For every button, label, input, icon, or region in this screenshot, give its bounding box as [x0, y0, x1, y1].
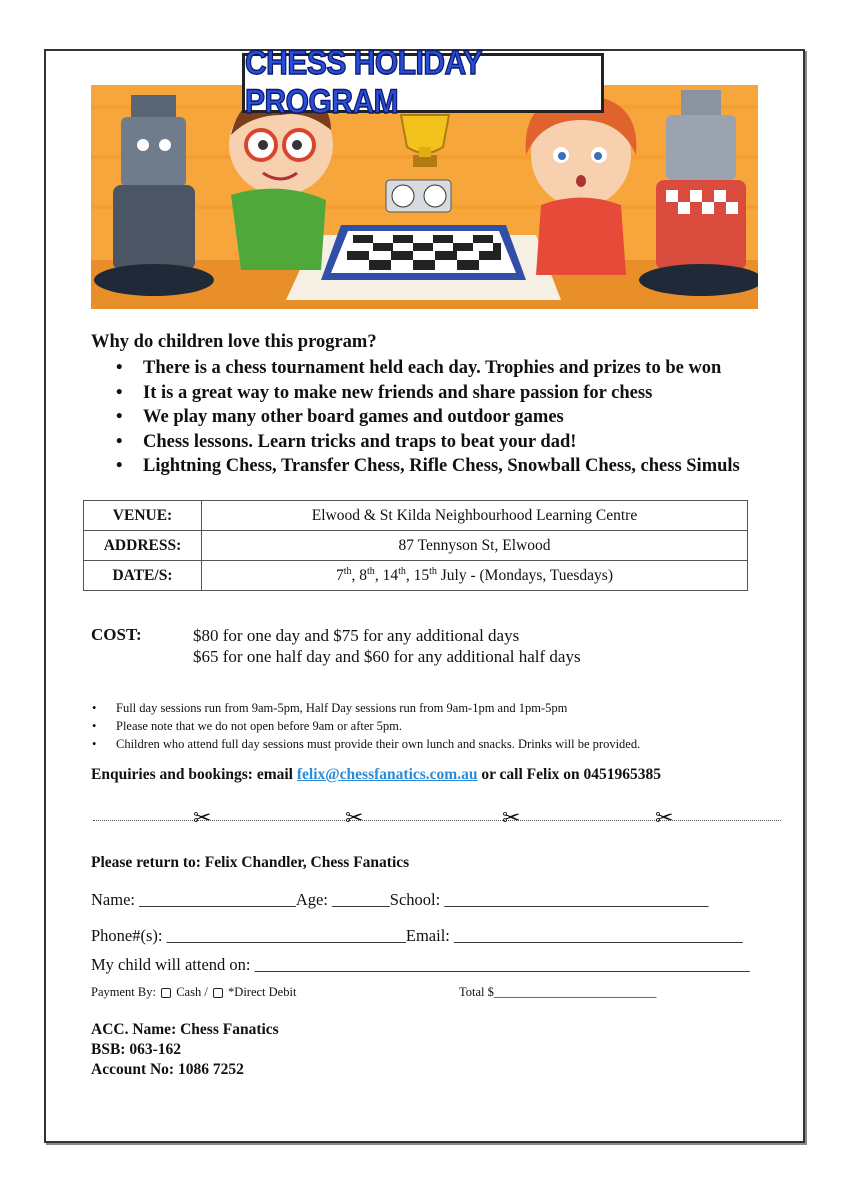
scissors-icon: ✂: [655, 806, 674, 831]
cost-label: COST:: [91, 625, 142, 644]
list-item: • Please note that we do not open before 9am or after 5pm.: [92, 717, 640, 735]
scissors-icon: ✂: [193, 806, 212, 831]
email-link[interactable]: felix@chessfanatics.com.au: [296, 766, 478, 783]
list-item: • Children who attend full day sessions must provide their own lunch and snacks. Drinks will be provided.: [92, 735, 640, 753]
venue-value: Elwood & St Kilda Neighbourhood Learning Centre: [202, 501, 748, 531]
total-field[interactable]: Total $__________________________: [459, 985, 657, 999]
list-item: • Chess lessons. Learn tricks and traps to beat your dad!: [112, 430, 740, 455]
table-row: [84, 561, 748, 591]
venue-label: VENUE:: [84, 501, 202, 531]
cost-line: $65 for one half day and $60 for any additional half days: [193, 647, 581, 666]
program-title-box: [242, 43, 604, 121]
dates-label: DATE/S:: [84, 561, 202, 591]
payment-options: Payment By: Cash / *Direct Debit: [91, 985, 297, 999]
account-name: ACC. Name: Chess Fanatics: [91, 1021, 279, 1038]
attend-field[interactable]: My child will attend on: ____________________________________________________________: [91, 955, 750, 974]
account-details: [91, 1020, 279, 1080]
table-row: [84, 501, 748, 531]
list-item: • There is a chess tournament held each day. Trophies and prizes to be won: [112, 356, 740, 381]
program-title: CHESS HOLIDAY PROGRAM: [245, 43, 482, 121]
venue-table: [83, 500, 748, 591]
cost-values: [193, 625, 581, 667]
checkbox-icon[interactable]: [213, 988, 223, 998]
list-item: • Full day sessions run from 9am-5pm, Half Day sessions run from 9am-1pm and 1pm-5pm: [92, 699, 640, 717]
return-to: Please return to: Felix Chandler, Chess Fanatics: [91, 854, 410, 871]
address-value: 87 Tennyson St, Elwood: [202, 531, 748, 561]
address-label: ADDRESS:: [84, 531, 202, 561]
checkbox-icon[interactable]: [161, 988, 171, 998]
name-age-school-field[interactable]: Name: ___________________Age: _______School: ________________________________: [91, 890, 709, 909]
phone-email-field[interactable]: Phone#(s): _____________________________Email: ___________________________________: [91, 926, 743, 945]
table-row: [84, 531, 748, 561]
why-list: [112, 356, 740, 479]
notes-list: [92, 699, 640, 753]
list-item: • We play many other board games and outdoor games: [112, 405, 740, 430]
list-item: • It is a great way to make new friends and share passion for chess: [112, 381, 740, 406]
why-heading: Why do children love this program?: [91, 332, 377, 352]
dates-value: 7th, 8th, 14th, 15th July - (Mondays, Tuesdays): [202, 561, 748, 591]
scissors-icon: ✂: [502, 806, 521, 831]
list-item: • Lightning Chess, Transfer Chess, Rifle Chess, Snowball Chess, chess Simuls: [112, 454, 740, 479]
enquiries-line: Enquiries and bookings: email felix@chessfanatics.com.au or call Felix on 0451965385: [91, 766, 662, 783]
account-number: Account No: 1086 7252: [91, 1061, 244, 1078]
cost-line: $80 for one day and $75 for any additional days: [193, 626, 520, 645]
account-bsb: BSB: 063-162: [91, 1041, 181, 1058]
scissors-icon: ✂: [345, 806, 364, 831]
